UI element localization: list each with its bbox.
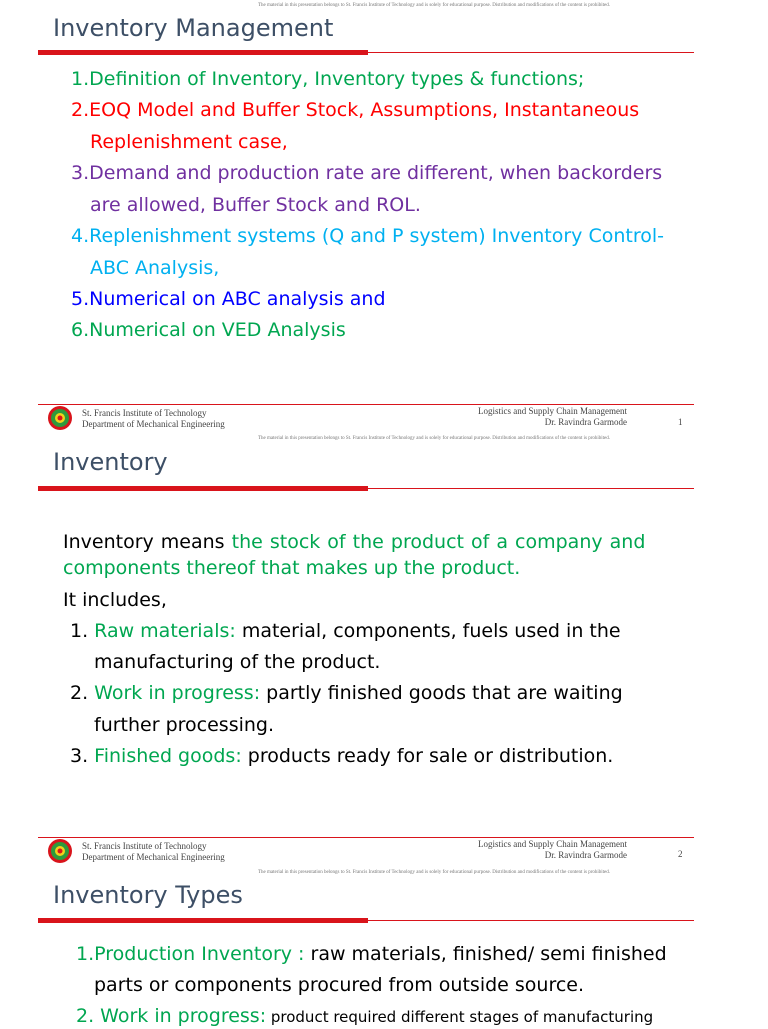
list-item: 4.Replenishment systems (Q and P system) Inventory Control- [71,225,664,247]
slide-2 [0,433,768,867]
footer-course: Logistics and Supply Chain Management Dr. Ravindra Garmode [478,406,627,427]
slide-title: Inventory [53,448,168,476]
institute-logo-icon [47,838,73,864]
footer-institute: St. Francis Institute of Technology Department of Mechanical Engineering [82,841,225,862]
list-item-continuation: Replenishment case, [90,131,288,153]
footer-rule [38,404,694,405]
footer-course: Logistics and Supply Chain Management Dr. Ravindra Garmode [478,839,627,860]
page-number: 1 [678,417,683,427]
list-item: 1.Definition of Inventory, Inventory types & functions; [71,68,585,90]
list-item-continuation: ABC Analysis, [90,257,220,279]
list-item: 3. Finished goods: products ready for sale or distribution. [70,745,614,767]
list-item: 2. Work in progress: product required different stages of manufacturing [76,1005,654,1027]
includes-label: It includes, [63,589,167,611]
institute-logo-icon [47,405,73,431]
intro-text: Inventory means the stock of the product of a company and [63,531,646,553]
list-item-continuation: further processing. [94,714,275,736]
page-number: 2 [678,849,683,859]
title-rule [38,488,694,489]
list-item: 3.Demand and production rate are different, when backorders [71,162,663,184]
list-item-continuation: manufacturing of the product. [94,651,381,673]
list-item: 6.Numerical on VED Analysis [71,319,346,341]
list-item: 1. Raw materials: material, components, fuels used in the [70,620,621,642]
list-item-continuation: are allowed, Buffer Stock and ROL. [90,194,421,216]
disclaimer: The material in this presentation belongs to St. Francis Institute of Technology and is solely for educational purpose. Distribution and modifications of the content is prohibited. [258,3,610,8]
list-item-continuation: parts or components procured from outside source. [94,974,585,996]
slide-3 [0,867,768,1027]
list-item: 1.Production Inventory : raw materials, finished/ semi finished [76,943,667,965]
intro-text-continuation: components thereof that makes up the product. [63,557,521,579]
list-item: 2.EOQ Model and Buffer Stock, Assumptions, Instantaneous [71,99,640,121]
list-item: 5.Numerical on ABC analysis and [71,288,386,310]
list-item: 2. Work in progress: partly finished goods that are waiting [70,682,623,704]
title-rule [38,52,694,53]
slide-title: Inventory Management [53,14,334,42]
slide-title: Inventory Types [53,881,243,909]
title-rule [38,920,694,921]
disclaimer: The material in this presentation belongs to St. Francis Institute of Technology and is solely for educational purpose. Distribution and modifications of the content is prohibited. [258,436,610,441]
disclaimer: The material in this presentation belongs to St. Francis Institute of Technology and is solely for educational purpose. Distribution and modifications of the content is prohibited. [258,870,610,875]
footer-rule [38,837,694,838]
footer-institute: St. Francis Institute of Technology Department of Mechanical Engineering [82,408,225,429]
slide-1 [0,0,768,433]
